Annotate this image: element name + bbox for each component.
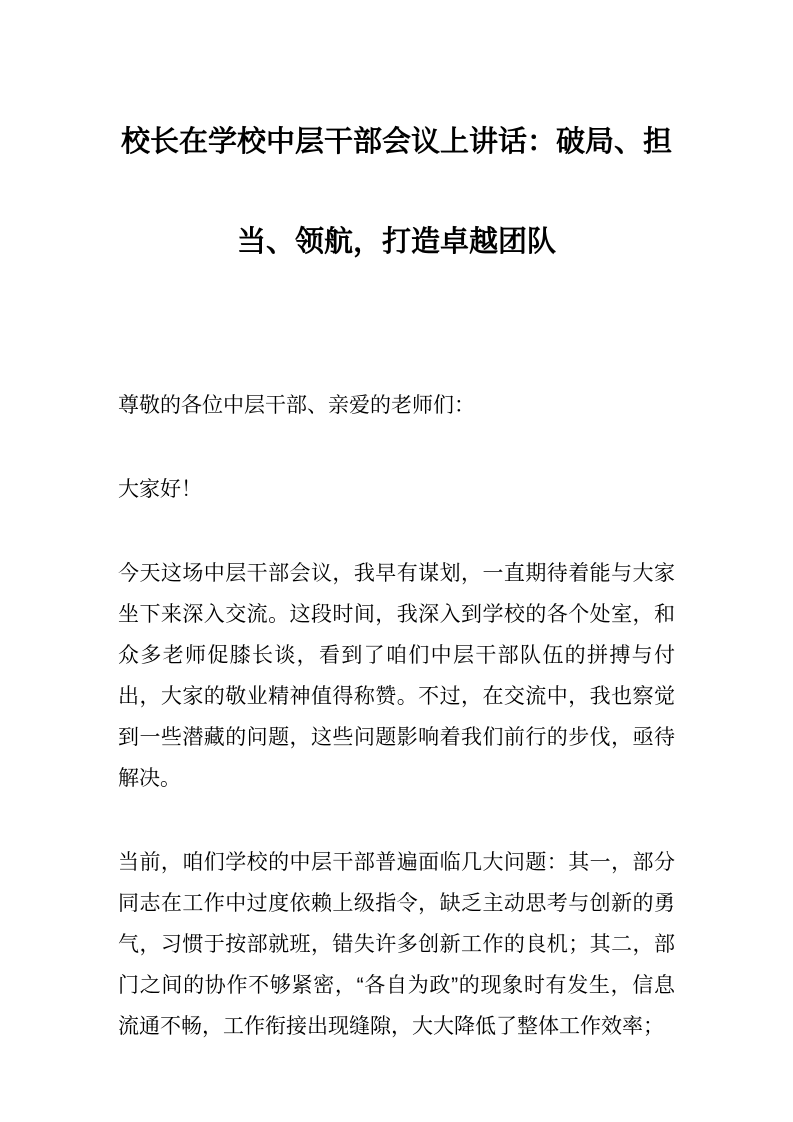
document-title: 校长在学校中层干部会议上讲话：破局、担当、领航，打造卓越团队 [120,126,672,258]
salutation-line: 尊敬的各位中层干部、亲爱的老师们： [118,394,475,417]
greeting-line: 大家好！ [118,478,202,501]
body-paragraph-2: 当前，咱们学校的中层干部普遍面临几大问题：其一，部分同志在工作中过度依赖上级指令，缺乏主动思考与创新的勇气，习惯于按部就班，错失许多创新工作的良机；其二，部门之间的协作不够紧密，“各自为政”的现象时有发生，信息流通不畅，工作衔接出现缝隙，大大降低了整体工作效率； [118,851,675,1038]
body-paragraph-1: 今天这场中层干部会议，我早有谋划，一直期待着能与大家坐下来深入交流。这段时间，我深入到学校的各个处室，和众多老师促膝长谈，看到了咱们中层干部队伍的拼搏与付出，大家的敬业精神值得称赞。不过，在交流中，我也察觉到一些潜藏的问题，这些问题影响着我们前行的步伐，亟待解决。 [118,562,675,790]
